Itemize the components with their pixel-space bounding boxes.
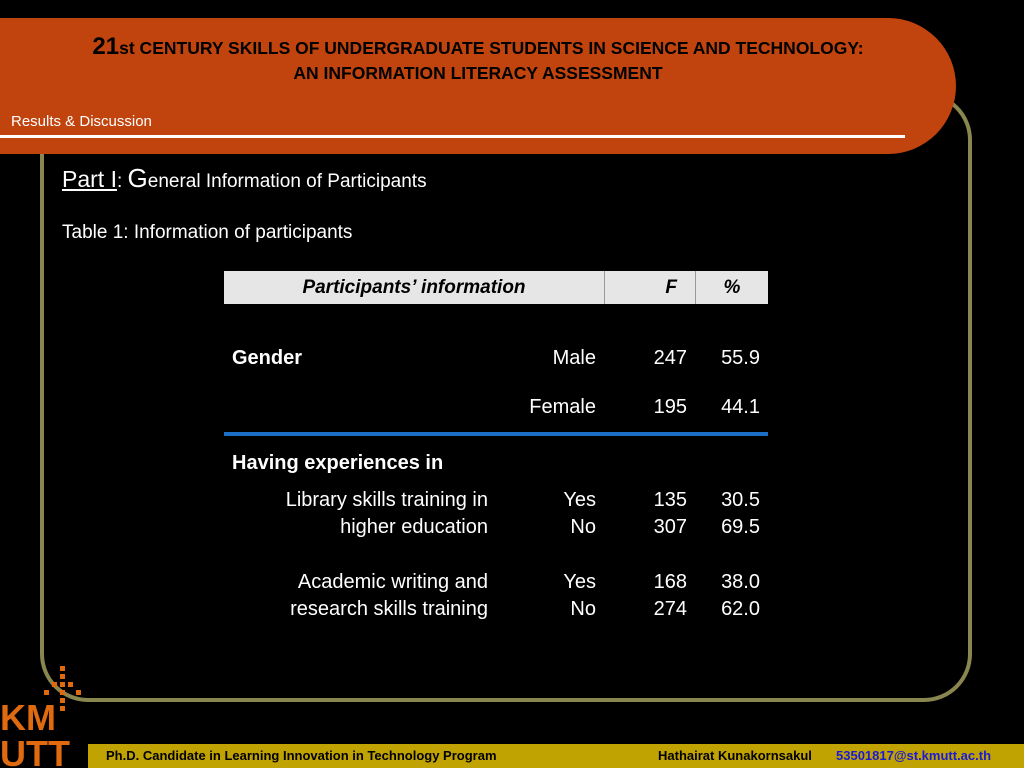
part-label: Part I <box>62 166 117 192</box>
table-row-sub: Female <box>529 396 596 418</box>
table-row-pct: 30.5 <box>721 489 760 511</box>
svg-text:UTT: UTT <box>0 733 70 768</box>
header-percent: % <box>723 277 741 298</box>
table-row-f: 247 <box>653 347 687 369</box>
gender-label: Gender <box>232 347 303 369</box>
table-row-sub: Male <box>552 347 596 369</box>
footer-email-link[interactable]: 53501817@st.kmutt.ac.th <box>836 748 992 763</box>
table-row-pct: 38.0 <box>721 571 760 593</box>
slide-title: 21st CENTURY SKILLS OF UNDERGRADUATE STUDENTS IN SCIENCE AND TECHNOLOGY: AN INFORMATION LITERACY ASSESSMENT <box>92 33 864 83</box>
table-caption: Table 1: Information of participants <box>62 222 353 243</box>
table-row-pct: 44.1 <box>721 396 760 418</box>
table-header <box>224 271 768 304</box>
table-row-pct: 69.5 <box>721 516 760 538</box>
table-row-f: 307 <box>653 516 687 538</box>
group-label: Academic writing and <box>297 571 488 593</box>
header-rule <box>0 135 905 138</box>
section-label: Results & Discussion <box>11 113 152 130</box>
table-row-pct: 55.9 <box>721 347 760 369</box>
part-heading: Part I: General Information of Participants <box>62 163 427 193</box>
table-row-sub: Yes <box>563 571 596 593</box>
table-row-sub: No <box>570 516 596 538</box>
header-participants: Participants’ information <box>224 271 605 304</box>
group-label: higher education <box>340 516 488 538</box>
svg-text:KM: KM <box>0 697 56 738</box>
group-label: research skills training <box>290 598 488 620</box>
section-divider <box>224 432 768 436</box>
kmutt-logo <box>0 660 92 768</box>
footer-author: Hathairat Kunakornsakul <box>658 748 812 763</box>
footer-program: Ph.D. Candidate in Learning Innovation in Technology Program <box>106 748 497 763</box>
table-row-f: 195 <box>653 396 687 418</box>
table-row-f: 168 <box>653 571 687 593</box>
header-f: F <box>605 271 696 304</box>
footer-bar <box>88 744 1024 768</box>
group-label: Library skills training in <box>285 489 488 511</box>
table-row-f: 135 <box>653 489 687 511</box>
experience-label: Having experiences in <box>232 452 444 474</box>
table-row-f: 274 <box>653 598 687 620</box>
table-row-sub: Yes <box>563 489 596 511</box>
table-row-pct: 62.0 <box>721 598 760 620</box>
table-row-sub: No <box>570 598 596 620</box>
